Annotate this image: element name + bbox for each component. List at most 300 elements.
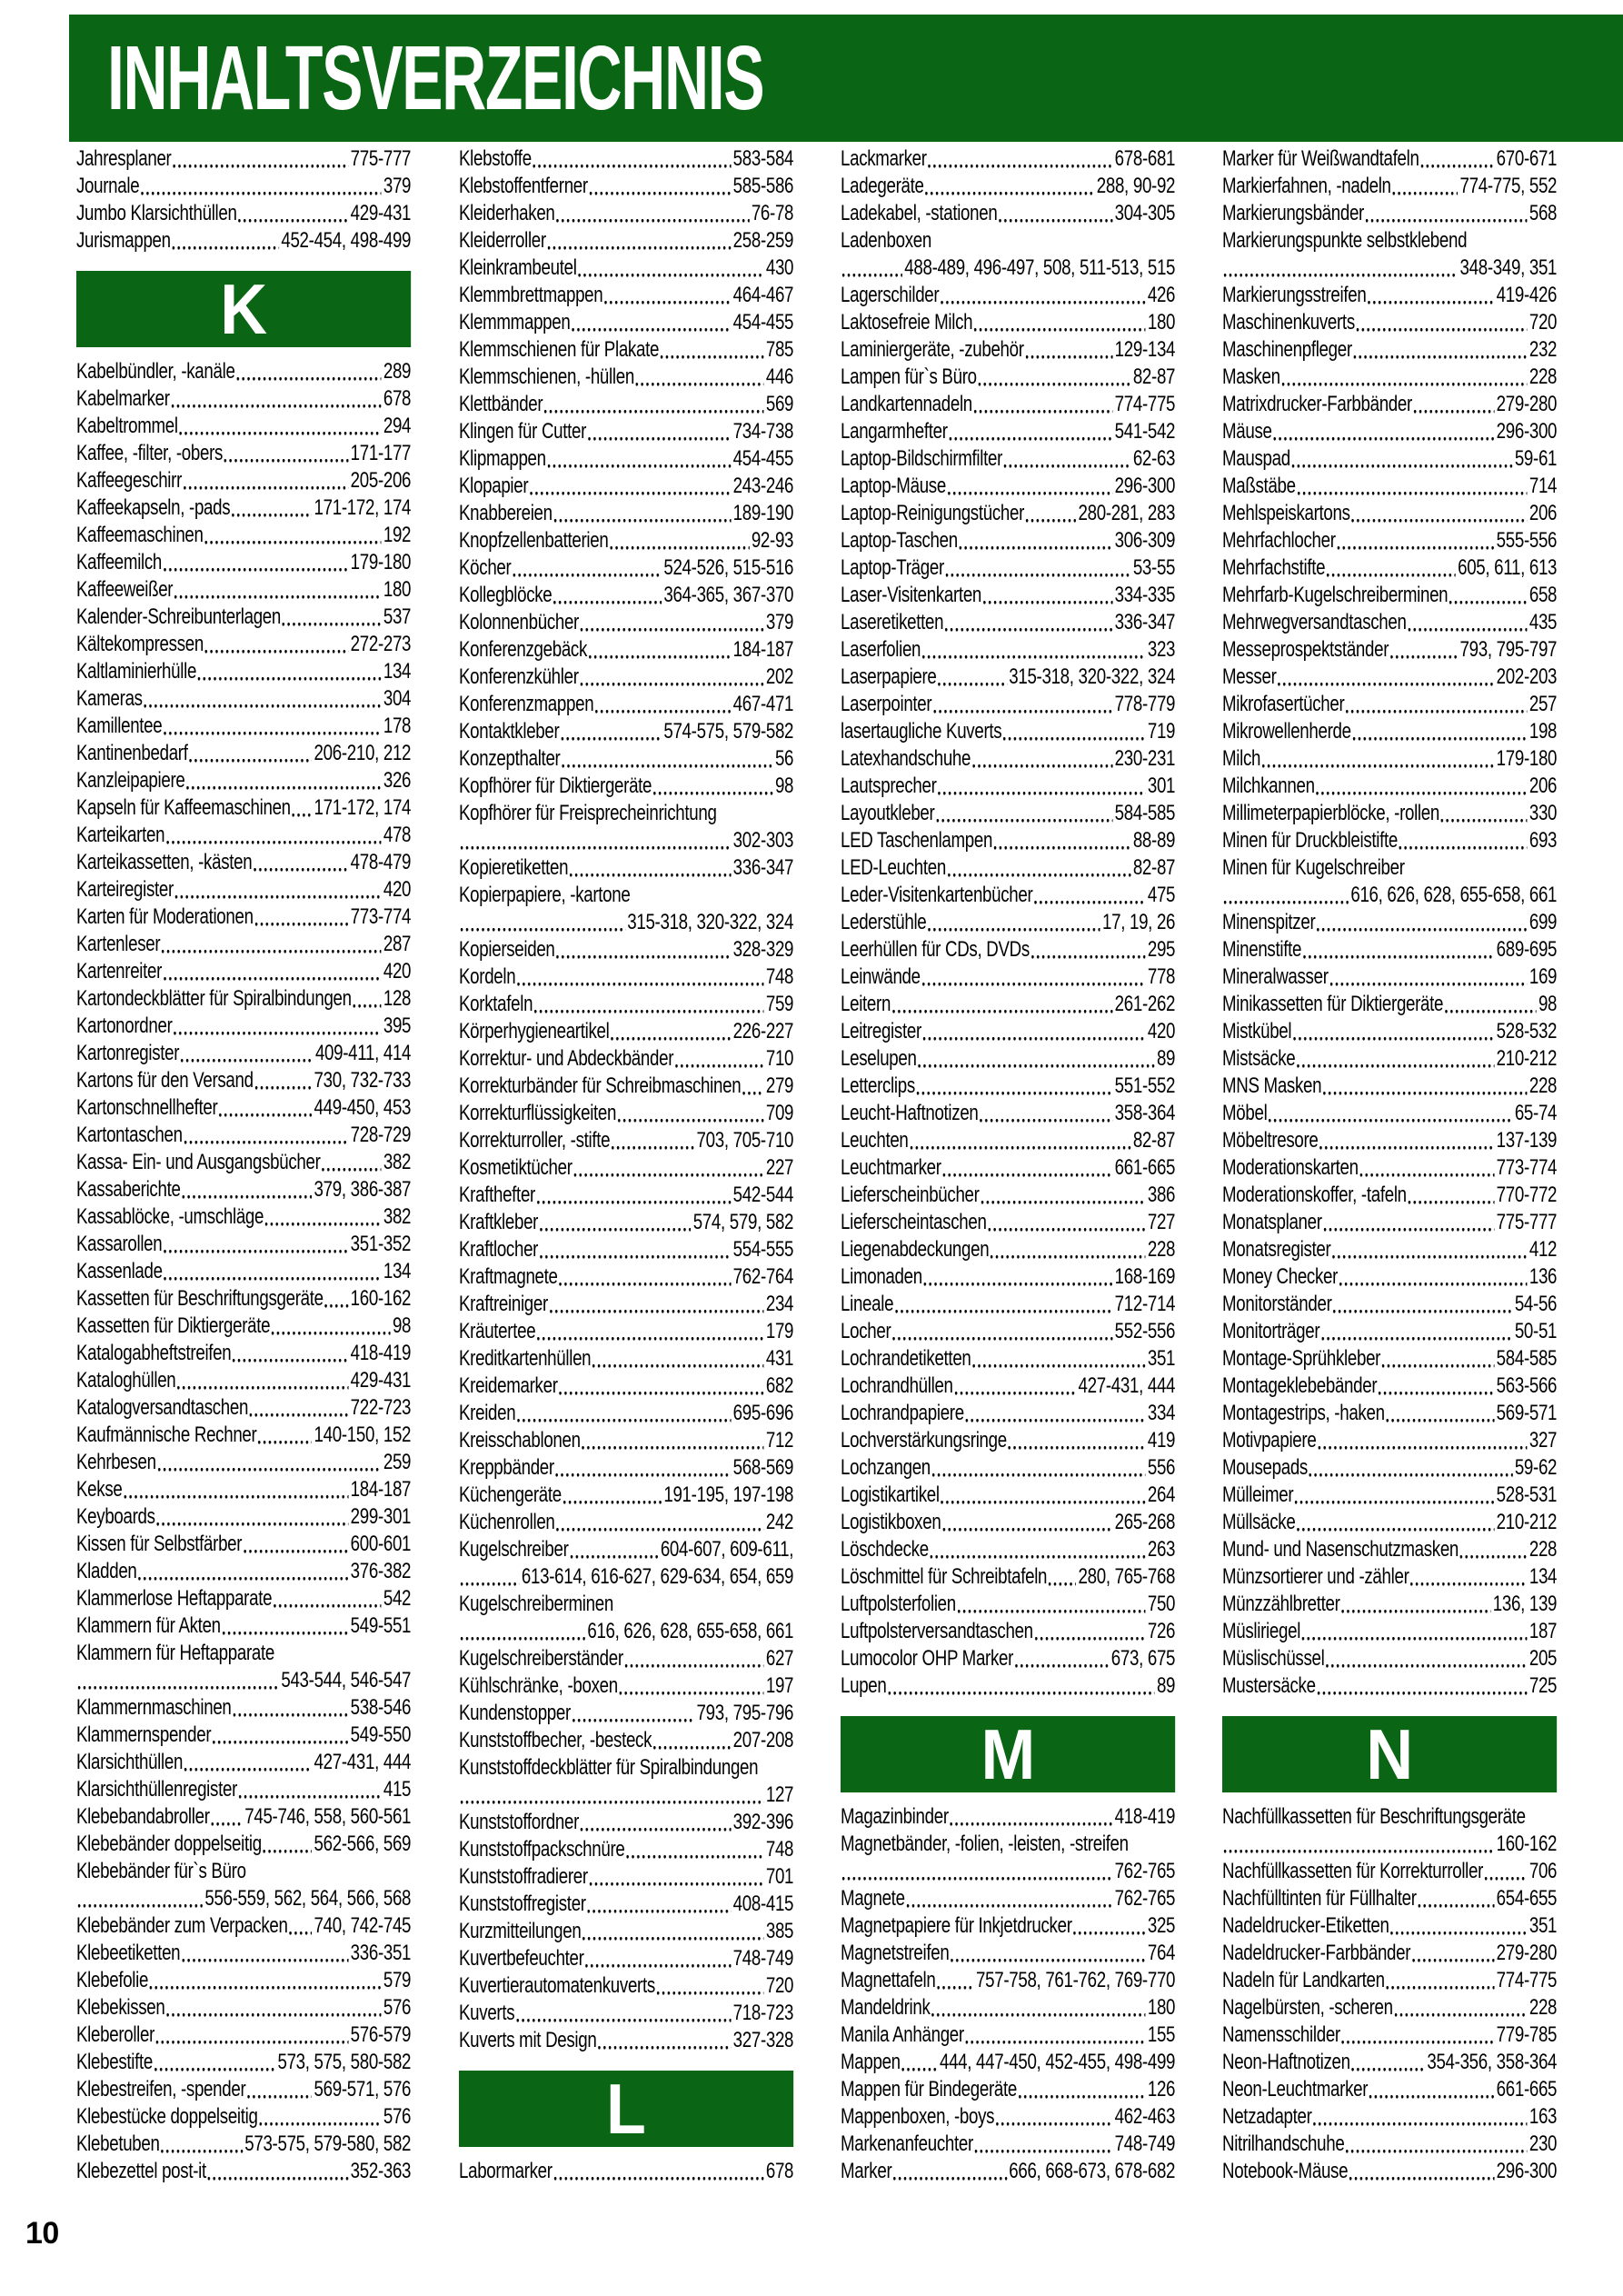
- index-entry: [841, 391, 1175, 418]
- dot-leader: [949, 418, 1112, 445]
- entry-page-numbers: 429-431: [350, 1368, 412, 1393]
- index-entry: [841, 200, 1175, 227]
- entry-label: Müllsäcke: [1222, 1510, 1296, 1534]
- entry-label: Laptop-Taschen: [841, 528, 958, 553]
- index-entry: [841, 691, 1175, 718]
- entry-page-numbers: 678-681: [1114, 146, 1176, 171]
- dot-leader: [1224, 1831, 1495, 1858]
- entry-page-numbers: 257: [1528, 692, 1558, 716]
- entry-label: Laptop-Bildschirmfilter: [841, 446, 1003, 471]
- entry-page-numbers: 82-87: [1132, 364, 1176, 389]
- index-entry: [76, 794, 411, 822]
- dot-leader: [1293, 1018, 1494, 1045]
- dot-leader: [999, 200, 1112, 227]
- index-entry: [1222, 1563, 1557, 1591]
- dot-leader: [563, 1482, 662, 1509]
- entry-label: Markierfahnen, -nadeln: [1222, 174, 1391, 198]
- dot-leader: [1313, 2103, 1527, 2131]
- entry-page-numbers: 568: [1528, 201, 1558, 225]
- entry-page-numbers: 574, 579, 582: [692, 1210, 794, 1234]
- dot-leader: [916, 1073, 1112, 1100]
- entry-page-numbers: 289: [383, 359, 412, 384]
- dot-leader: [219, 1094, 312, 1122]
- entry-page-numbers: 616, 626, 628, 655-658, 661: [587, 1619, 794, 1643]
- dot-leader: [1353, 336, 1527, 364]
- dot-leader: [179, 413, 381, 440]
- entry-page-numbers: 551-552: [1114, 1073, 1176, 1098]
- index-entry: [841, 1831, 1175, 1858]
- dot-leader: [461, 1782, 764, 1809]
- entry-page-numbers: 296-300: [1496, 419, 1558, 444]
- entry-label: Kartontaschen: [76, 1123, 183, 1147]
- entry-label: Kopieretiketten: [459, 855, 569, 880]
- entry-label: Kleberoller: [76, 2022, 155, 2047]
- entry-page-numbers: 296-300: [1114, 474, 1176, 498]
- index-entry: [76, 903, 411, 931]
- entry-label: Namensschilder: [1222, 2022, 1340, 2047]
- entry-page-numbers: 189-190: [732, 501, 794, 525]
- dot-leader: [156, 2021, 349, 2049]
- entry-page-numbers: 336-347: [1114, 610, 1176, 634]
- index-entry: [459, 173, 793, 200]
- dot-leader: [207, 2158, 348, 2185]
- dot-leader: [272, 1313, 391, 1340]
- index-entry: [76, 1285, 411, 1313]
- dot-leader: [1302, 1618, 1528, 1645]
- dot-leader: [283, 604, 382, 631]
- entry-page-numbers: 419: [1147, 1428, 1176, 1452]
- entry-label: Kleinkrambeutel: [459, 255, 577, 280]
- entry-label: LED Taschenlampen: [841, 828, 993, 853]
- dot-leader: [893, 2158, 1007, 2185]
- entry-page-numbers: 205: [1528, 1646, 1558, 1671]
- entry-label: Kältekompressen: [76, 632, 204, 656]
- entry-label: Küchenrollen: [459, 1510, 555, 1534]
- dot-leader: [254, 849, 348, 876]
- entry-page-numbers: 59-61: [1514, 446, 1558, 471]
- entry-label: Ladenboxen: [841, 228, 931, 253]
- index-entry: [841, 854, 1175, 882]
- entry-label: Klopapier: [459, 474, 529, 498]
- entry-page-numbers: 573-575, 579-580, 582: [244, 2131, 412, 2156]
- entry-page-numbers: 128: [383, 986, 412, 1011]
- entry-page-numbers: 334-335: [1114, 583, 1176, 607]
- entry-page-numbers: 773-774: [1496, 1155, 1558, 1180]
- entry-page-numbers: 261-262: [1114, 992, 1176, 1016]
- entry-page-numbers: 774-775, 552: [1459, 174, 1558, 198]
- entry-label: Kassaberichte: [76, 1177, 181, 1202]
- entry-page-numbers: 762-765: [1114, 1859, 1176, 1883]
- dot-leader: [906, 1885, 1112, 1912]
- dot-leader: [1351, 500, 1527, 527]
- entry-page-numbers: 576: [383, 2104, 412, 2129]
- dot-leader: [164, 1231, 348, 1258]
- entry-page-numbers: 160-162: [350, 1286, 412, 1311]
- index-entry: [76, 1067, 411, 1094]
- dot-leader: [610, 527, 749, 554]
- dot-leader: [974, 2131, 1112, 2158]
- entry-label: Lochzangen: [841, 1455, 931, 1480]
- entry-page-numbers: 759: [765, 992, 794, 1016]
- index-entry: [459, 773, 793, 800]
- dot-leader: [1413, 391, 1494, 418]
- entry-label: Kunststoffradierer: [459, 1864, 588, 1889]
- entry-page-numbers: 54-56: [1514, 1292, 1558, 1316]
- index-entry: [841, 500, 1175, 527]
- index-entry: [1222, 1154, 1557, 1182]
- index-entry: [841, 664, 1175, 691]
- entry-label: Mehrfachlocher: [1222, 528, 1336, 553]
- dot-leader: [901, 2049, 937, 2076]
- entry-page-numbers: 682: [765, 1373, 794, 1398]
- entry-label: Laserpapiere: [841, 664, 937, 689]
- entry-label: Labormarker: [459, 2159, 553, 2183]
- dot-leader: [589, 636, 732, 664]
- index-entry: [841, 2131, 1175, 2158]
- entry-page-numbers: 136: [1528, 1264, 1558, 1289]
- section-letter-header: [76, 271, 411, 347]
- dot-leader: [582, 1427, 763, 1454]
- index-entry: [459, 582, 793, 609]
- entry-page-numbers: 127: [765, 1782, 794, 1807]
- index-entry: [1222, 2131, 1557, 2158]
- entry-label: Logistikboxen: [841, 1510, 941, 1534]
- entry-page-numbers: 287: [383, 932, 412, 956]
- entry-page-numbers: 379: [765, 610, 794, 634]
- entry-page-numbers: 169: [1528, 964, 1558, 989]
- entry-page-numbers: 562-566, 569: [314, 1832, 412, 1856]
- index-entry: [841, 1967, 1175, 1994]
- entry-page-numbers: 315-318, 320-322, 324: [627, 910, 794, 934]
- index-entry: [76, 685, 411, 713]
- dot-leader: [1026, 500, 1077, 527]
- index-entry: [1222, 1912, 1557, 1940]
- dot-leader: [322, 1149, 381, 1176]
- index-entry: [76, 1340, 411, 1367]
- entry-page-numbers: 228: [1528, 1073, 1558, 1098]
- entry-page-numbers: 306-309: [1114, 528, 1176, 553]
- entry-label: Mistkübel: [1222, 1019, 1292, 1043]
- dot-leader: [965, 1400, 1145, 1427]
- index-entry: [1222, 1263, 1557, 1291]
- dot-leader: [1316, 773, 1527, 800]
- dot-leader: [258, 1422, 312, 1449]
- index-entry: [76, 2049, 411, 2076]
- dot-leader: [888, 1672, 1155, 1700]
- entry-label: Kräutertee: [459, 1319, 536, 1343]
- entry-page-numbers: 673, 675: [1110, 1646, 1176, 1671]
- index-entry: [76, 1940, 411, 1967]
- entry-page-numbers: 670-671: [1496, 146, 1558, 171]
- index-entry: [459, 1318, 793, 1345]
- index-entry: [76, 1258, 411, 1285]
- entry-label: Markierungsstreifen: [1222, 283, 1367, 307]
- index-entry: [841, 1291, 1175, 1318]
- index-entry: [76, 2021, 411, 2049]
- entry-page-numbers: 604-607, 609-611,: [660, 1537, 794, 1562]
- entry-label: Klebefolie: [76, 1968, 149, 1992]
- entry-label: Journale: [76, 174, 140, 198]
- dot-leader: [945, 554, 1130, 582]
- entry-page-numbers: 376-382: [350, 1559, 412, 1583]
- entry-label: Landkartennadeln: [841, 392, 972, 416]
- index-entry-continuation: [459, 1563, 793, 1591]
- index-entry: [841, 745, 1175, 773]
- entry-page-numbers: 98: [1538, 992, 1558, 1016]
- entry-label: Magnettafeln: [841, 1968, 936, 1992]
- dot-leader: [555, 1454, 731, 1482]
- entry-page-numbers: 719: [1147, 719, 1176, 744]
- dot-leader: [918, 1045, 1154, 1073]
- index-entry: [76, 1231, 411, 1258]
- entry-label: Klebetuben: [76, 2131, 160, 2156]
- entry-page-numbers: 793, 795-797: [1459, 637, 1558, 662]
- entry-label: Lochverstärkungsringe: [841, 1428, 1007, 1452]
- index-entry: [76, 1749, 411, 1776]
- entry-page-numbers: 327-328: [732, 2028, 794, 2052]
- entry-label: Kreidemarker: [459, 1373, 558, 1398]
- entry-page-numbers: 678: [765, 2159, 794, 2183]
- dot-leader: [189, 740, 312, 767]
- dot-leader: [996, 2103, 1113, 2131]
- index-entry: [1222, 2158, 1557, 2185]
- entry-page-numbers: 392-396: [732, 1810, 794, 1834]
- dot-leader: [1341, 1591, 1490, 1618]
- dot-leader: [930, 1536, 1145, 1563]
- entry-label: Kühlschränke, -boxen: [459, 1673, 618, 1698]
- index-entry: [459, 664, 793, 691]
- entry-label: Kantinenbedarf: [76, 741, 188, 765]
- dot-leader: [164, 549, 349, 576]
- entry-page-numbers: 98: [392, 1313, 412, 1338]
- entry-page-numbers: 134: [383, 659, 412, 684]
- index-entry: [459, 1591, 793, 1618]
- index-entry: [459, 1645, 793, 1672]
- entry-label: Marker: [841, 2159, 892, 2183]
- dot-leader: [161, 2131, 243, 2158]
- entry-label: Mineralwasser: [1222, 964, 1329, 989]
- entry-page-numbers: 552-556: [1114, 1319, 1176, 1343]
- dot-leader: [1318, 1427, 1528, 1454]
- index-entry: [76, 1503, 411, 1531]
- dot-leader: [516, 2000, 731, 2027]
- entry-label: Leitern: [841, 992, 891, 1016]
- index-column: [76, 145, 411, 2185]
- dot-leader: [547, 227, 731, 255]
- entry-page-numbers: 727: [1147, 1210, 1176, 1234]
- entry-page-numbers: 171-172, 174: [314, 495, 412, 520]
- dot-leader: [184, 467, 349, 494]
- index-entry: [1222, 500, 1557, 527]
- entry-label: Knopfzellenbatterien: [459, 528, 609, 553]
- dot-leader: [570, 854, 732, 882]
- entry-page-numbers: 726: [1147, 1619, 1176, 1643]
- index-entry: [841, 1482, 1175, 1509]
- dot-leader: [921, 963, 1145, 991]
- index-entry: [459, 1427, 793, 1454]
- index-entry: [459, 1100, 793, 1127]
- index-entry-continuation: [1222, 882, 1557, 909]
- entry-label: MNS Masken: [1222, 1073, 1322, 1098]
- entry-label: Locher: [841, 1319, 891, 1343]
- dot-leader: [1273, 418, 1494, 445]
- index-entry-continuation: [1222, 1831, 1557, 1858]
- entry-page-numbers: 452-454, 498-499: [281, 228, 412, 253]
- index-entry: [1222, 745, 1557, 773]
- entry-page-numbers: 420: [383, 959, 412, 983]
- entry-page-numbers: 379, 386-387: [314, 1177, 412, 1202]
- dot-leader: [1449, 582, 1528, 609]
- entry-label: Kleiderroller: [459, 228, 546, 253]
- entry-page-numbers: 191-195, 197-198: [663, 1482, 794, 1507]
- dot-leader: [78, 1667, 279, 1694]
- dot-leader: [589, 173, 731, 200]
- entry-label: Kraftkleber: [459, 1210, 539, 1234]
- dot-leader: [1352, 718, 1527, 745]
- entry-page-numbers: 427-431, 444: [314, 1750, 412, 1774]
- dot-leader: [1295, 1482, 1494, 1509]
- entry-page-numbers: 62-63: [1132, 446, 1176, 471]
- dot-leader: [250, 1394, 349, 1422]
- entry-label: Laminiergeräte, -zubehör: [841, 337, 1024, 362]
- entry-label: Klebekissen: [76, 1995, 165, 2020]
- entry-label: Latexhandschuhe: [841, 746, 971, 771]
- entry-page-numbers: 750: [1147, 1592, 1176, 1616]
- entry-label: Mehrwegversandtaschen: [1222, 610, 1407, 634]
- entry-page-numbers: 420: [383, 877, 412, 902]
- dot-leader: [580, 664, 763, 691]
- index-entry: [1222, 1018, 1557, 1045]
- index-entry: [1222, 718, 1557, 745]
- entry-label: lasertaugliche Kuverts: [841, 719, 1002, 744]
- entry-label: Leuchten: [841, 1128, 909, 1153]
- entry-page-numbers: 228: [1528, 364, 1558, 389]
- index-entry: [841, 1045, 1175, 1073]
- section-letter-header: [1222, 1716, 1557, 1792]
- entry-page-numbers: 136, 139: [1492, 1592, 1558, 1616]
- index-entry: [459, 1672, 793, 1700]
- entry-label: Luftpolsterversandtaschen: [841, 1619, 1033, 1643]
- entry-label: Knabbereien: [459, 501, 553, 525]
- index-entry: [841, 882, 1175, 909]
- entry-label: Klammernspender: [76, 1722, 212, 1747]
- entry-page-numbers: 294: [383, 414, 412, 438]
- entry-label: Markenanfeuchter: [841, 2131, 973, 2156]
- entry-page-numbers: 179-180: [350, 550, 412, 574]
- entry-page-numbers: 569: [765, 392, 794, 416]
- index-entry: [841, 527, 1175, 554]
- dot-leader: [892, 991, 1113, 1018]
- entry-page-numbers: 198: [1528, 719, 1558, 744]
- entry-label: Konferenzgebäck: [459, 637, 588, 662]
- entry-page-numbers: 585-586: [732, 174, 794, 198]
- entry-label: Monitorständer: [1222, 1292, 1332, 1316]
- entry-page-numbers: 364-365, 367-370: [663, 583, 794, 607]
- dot-leader: [965, 2021, 1145, 2049]
- entry-page-numbers: 230: [1528, 2131, 1558, 2156]
- index-entry: [459, 145, 793, 173]
- index-entry: [1222, 909, 1557, 936]
- index-entry: [76, 1694, 411, 1722]
- index-entry: [1222, 636, 1557, 664]
- dot-leader: [238, 200, 348, 227]
- dot-leader: [980, 1100, 1112, 1127]
- dot-leader: [517, 963, 764, 991]
- index-entry: [459, 554, 793, 582]
- entry-label: Kurzmitteilungen: [459, 1919, 582, 1943]
- dot-leader: [224, 440, 349, 467]
- entry-label: Langarmhefter: [841, 419, 948, 444]
- index-entry: [1222, 2021, 1557, 2049]
- dot-leader: [656, 1972, 763, 2000]
- entry-label: Minenspitzer: [1222, 910, 1316, 934]
- dot-leader: [611, 1018, 731, 1045]
- entry-page-numbers: 409-411, 414: [314, 1041, 412, 1065]
- entry-page-numbers: 710: [765, 1046, 794, 1071]
- entry-label: Laptop-Mäuse: [841, 474, 946, 498]
- entry-page-numbers: 325: [1147, 1913, 1176, 1938]
- entry-page-numbers: 210-212: [1496, 1510, 1558, 1534]
- dot-leader: [1366, 200, 1528, 227]
- entry-page-numbers: 206: [1528, 501, 1558, 525]
- index-entry: [841, 773, 1175, 800]
- index-entry: [459, 1400, 793, 1427]
- index-entry: [459, 336, 793, 364]
- index-entry: [76, 767, 411, 794]
- entry-page-numbers: 155: [1147, 2022, 1176, 2047]
- entry-page-numbers: 187: [1528, 1619, 1558, 1643]
- dot-leader: [254, 903, 348, 931]
- index-entry: [459, 1945, 793, 1972]
- entry-page-numbers: 258-259: [732, 228, 794, 253]
- entry-label: Mousepads: [1222, 1455, 1308, 1480]
- index-entry: [76, 576, 411, 604]
- index-entry-continuation: [76, 1885, 411, 1912]
- dot-leader: [1278, 664, 1494, 691]
- dot-leader: [172, 227, 279, 255]
- index-entry: [76, 494, 411, 522]
- index-entry: [1222, 554, 1557, 582]
- entry-label: Kehrbesen: [76, 1450, 156, 1474]
- index-entry: [1222, 391, 1557, 418]
- entry-page-numbers: 775-777: [350, 146, 412, 171]
- index-entry: [459, 1754, 793, 1782]
- index-entry: [76, 849, 411, 876]
- index-entry: [459, 255, 793, 282]
- entry-page-numbers: 542: [383, 1586, 412, 1611]
- entry-page-numbers: 304-305: [1114, 201, 1176, 225]
- dot-leader: [177, 1367, 348, 1394]
- entry-label: Löschmittel für Schreibtafeln: [841, 1564, 1048, 1589]
- index-entry: [1222, 2076, 1557, 2103]
- entry-label: Kraftlocher: [459, 1237, 539, 1262]
- entry-page-numbers: 89: [1156, 1046, 1176, 1071]
- index-entry: [459, 2000, 793, 2027]
- dot-leader: [612, 1127, 694, 1154]
- entry-page-numbers: 315-318, 320-322, 324: [1009, 664, 1176, 689]
- index-entry: [76, 1176, 411, 1203]
- entry-label: Monatsregister: [1222, 1237, 1331, 1262]
- dot-leader: [1297, 1045, 1494, 1073]
- entry-label: Millimeterpapierblöcke, -rollen: [1222, 801, 1439, 825]
- dot-leader: [1327, 554, 1456, 582]
- entry-label: Kraftmagnete: [459, 1264, 558, 1289]
- entry-page-numbers: 793, 795-796: [696, 1701, 794, 1725]
- entry-label: Kabelmarker: [76, 386, 170, 411]
- entry-label: Matrixdrucker-Farbbänder: [1222, 392, 1412, 416]
- entry-label: Nadeldrucker-Etiketten: [1222, 1913, 1389, 1938]
- dot-leader: [983, 582, 1113, 609]
